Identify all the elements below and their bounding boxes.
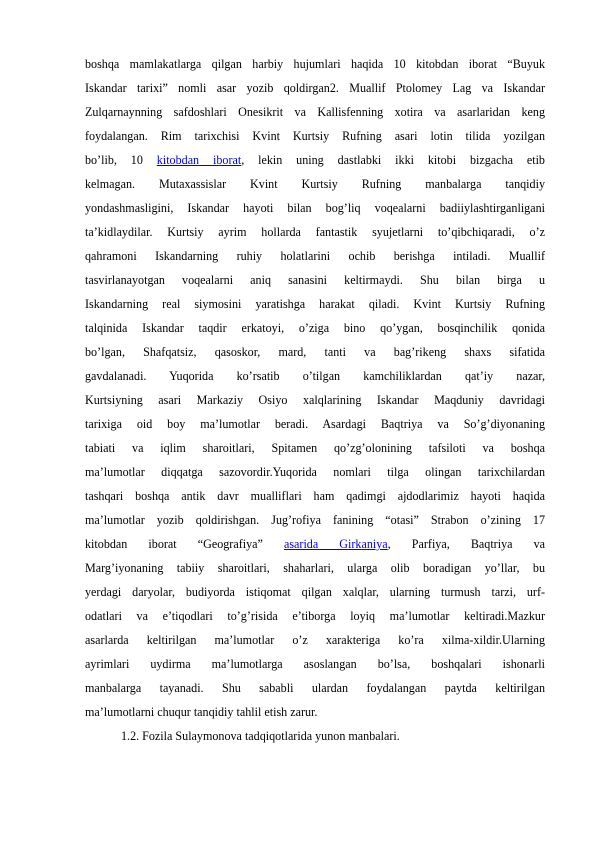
text-line [85,76,545,100]
text-line [85,220,545,244]
text-line [85,652,545,676]
text-segment: tashqari boshqa antik davr mualliflari ham qadimgi ajdodlarimiz hayoti haqida [85,489,545,503]
text-segment: kelmagan. Mutaxassislar Kvint Kurtsiy Rufning manbalarga tanqidiy [85,177,545,191]
section-subheading: 1.2. Fozila Sulaymonova tadqiqotlarida yunon manbalari. [121,729,400,743]
text-line [85,364,545,388]
text-segment: bo’lib, 10 [85,153,157,167]
text-line [85,148,545,172]
text-line [85,340,545,364]
text-line [85,436,545,460]
text-line [85,268,545,292]
text-segment: tasvirlanayotgan voqealarni aniq sanasini keltirmaydi. Shu bilan birga u [85,273,545,287]
text-segment: asarlarda keltirilgan ma’lumotlar o’z xarakteriga ko’ra xilma-xildir.Ularning [85,633,545,647]
text-segment: ayrimlari uydirma ma’lumotlarga asoslangan bo’lsa, boshqalari ishonarli [85,657,545,671]
text-line [85,508,545,532]
text-segment: kitobdan iborat “Geografiya” [85,537,284,551]
text-line [85,460,545,484]
text-segment: Iskandarning real siymosini yaratishga harakat qiladi. Kvint Kurtsiy Rufning [85,297,545,311]
text-segment: foydalangan. Rim tarixchisi Kvint Kurtsiy Rufning asari lotin tilida yozilgan [85,129,545,143]
text-line [85,604,545,628]
text-segment: ma’lumotlarni chuqur tanqidiy tahlil etish zarur. [85,705,318,719]
text-line [85,580,545,604]
hyperlink[interactable]: kitobdan iborat [156,153,242,167]
text-segment: odatlari va e’tiqodlari to’g’risida e’tiborga loyiq ma’lumotlar keltiradi.Mazkur [85,609,545,623]
text-segment: , Parfiya, Baqtriya va [387,537,545,551]
text-line [85,556,545,580]
text-segment: yerdagi daryolar, budiyorda istiqomat qilgan xalqlar, ularning turmush tarzi, urf- [85,585,545,599]
body-paragraph [85,52,545,724]
text-segment: qahramoni Iskandarning ruhiy holatlarini ochib berishga intiladi. Muallif [85,249,545,263]
text-segment: ma’lumotlar yozib qoldirishgan. Jug’rofiya fanining “otasi” Strabon o’zining 17 [85,513,545,527]
text-line [85,412,545,436]
text-line [85,52,545,76]
text-segment: gavdalanadi. Yuqorida ko’rsatib o’tilgan kamchiliklardan qat’iy nazar, [85,369,545,383]
text-segment: ma’lumotlar diqqatga sazovordir.Yuqorida nomlari tilga olingan tarixchilardan [85,465,545,479]
text-line [85,532,545,556]
hyperlink[interactable]: asarida Girkaniya [283,537,388,551]
text-segment: Iskandar tarixi” nomli asar yozib qoldirgan2. Muallif Ptolomey Lag va Iskandar [85,81,545,95]
text-line [85,244,545,268]
text-segment: yondashmasligini, Iskandar hayoti bilan bog’liq voqealarni badiiylashtirganligani [85,201,545,215]
text-line [85,292,545,316]
text-segment: talqinida Iskandar taqdir erkatoyi, o’ziga bino qo’ygan, bosqinchilik qonida [85,321,545,335]
text-line [85,676,545,700]
text-line [85,316,545,340]
text-segment: tarixiga oid boy ma’lumotlar beradi. Asardagi Baqtriya va So’g’diyonaning [85,417,545,431]
text-segment: bo’lgan, Shafqatsiz, qasoskor, mard, tanti va bag’rikeng shaxs sifatida [85,345,545,359]
text-line [85,172,545,196]
text-segment: manbalarga tayanadi. Shu sababli ulardan foydalangan paytda keltirilgan [85,681,545,695]
text-line [85,388,545,412]
text-line [85,700,545,724]
text-line [85,100,545,124]
text-segment: Kurtsiyning asari Markaziy Osiyo xalqlarining Iskandar Maqduniy davridagi [85,393,545,407]
text-line [85,124,545,148]
text-segment: ta’kidlaydilar. Kurtsiy ayrim hollarda fantastik syujetlarni to’qibchiqaradi, o’z [85,225,545,239]
text-segment: boshqa mamlakatlarga qilgan harbiy hujumlari haqida 10 kitobdan iborat “Buyuk [85,57,545,71]
text-segment: Marg’iyonaning tabiiy sharoitlari, shaharlari, ularga olib boradigan yo’llar, bu [85,561,545,575]
text-segment: , lekin uning dastlabki ikki kitobi bizgacha etib [241,153,545,167]
text-line [85,196,545,220]
text-segment: Zulqarnaynning safdoshlari Onesikrit va Kallisfenning xotira va asarlaridan keng [85,105,545,119]
document-page [85,52,545,748]
text-segment: tabiati va iqlim sharoitlari, Spitamen qo’zg’olonining tafsiloti va boshqa [85,441,545,455]
text-line [85,628,545,652]
text-line [85,484,545,508]
